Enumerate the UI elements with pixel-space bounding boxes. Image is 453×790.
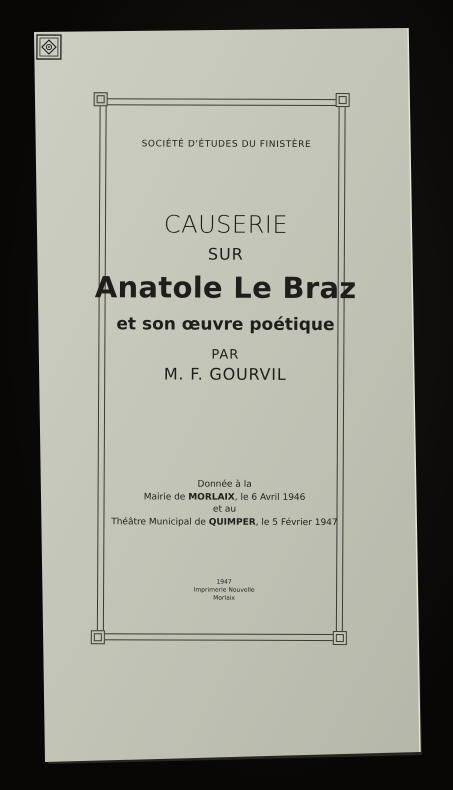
society-name: SOCIÉTÉ D'ÉTUDES DU FINISTÈRE: [141, 139, 312, 150]
given-line-3: et au: [212, 504, 237, 515]
given-line-2-suffix: , le 6 Avril 1946: [234, 492, 306, 503]
printer-imprint: [33, 578, 415, 603]
title-causerie: CAUSERIE: [163, 210, 289, 239]
given-line-1: Donnée à la: [197, 479, 252, 490]
given-line-4: [33, 516, 415, 530]
place-quimper: QUIMPER: [208, 517, 256, 528]
printer-city: Morlaix: [213, 594, 236, 602]
given-line-2-prefix: Mairie de: [143, 491, 189, 503]
given-line-4-prefix: Théâtre Municipal de: [111, 517, 209, 528]
subject-name: Anatole Le Braz: [94, 270, 357, 306]
frame-corner-ornament: [91, 630, 105, 644]
title-sur: SUR: [207, 244, 244, 264]
cover-page: [32, 34, 418, 761]
place-morlaix: MORLAIX: [188, 492, 235, 503]
speaker-name: M. F. GOURVIL: [163, 364, 287, 384]
frame-corner-ornament: [336, 93, 350, 107]
subtitle: et son œuvre poétique: [116, 314, 335, 336]
given-line-4-suffix: , le 5 Février 1947: [255, 517, 338, 528]
par-label: PAR: [211, 347, 240, 363]
printer-name: Imprimerie Nouvelle: [193, 586, 255, 594]
frame-corner-ornament: [333, 631, 347, 645]
square-knot-ornament-icon: [36, 34, 62, 60]
printer-year: 1947: [216, 578, 232, 586]
frame-corner-ornament: [94, 92, 108, 106]
lecture-details: [33, 478, 415, 530]
